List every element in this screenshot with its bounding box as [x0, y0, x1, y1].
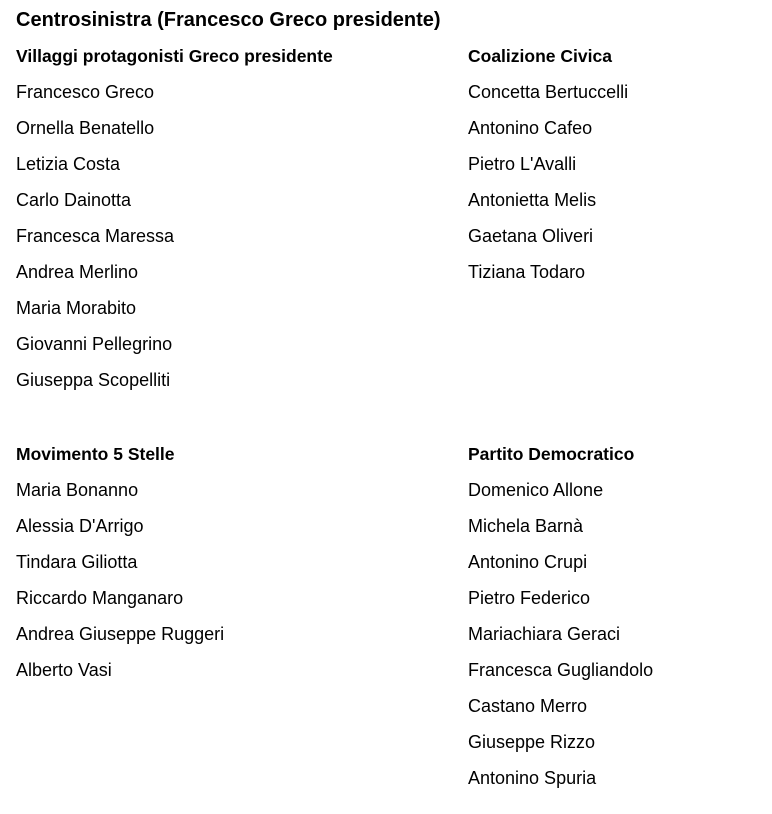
party-list-movimento-5-stelle [16, 436, 456, 688]
candidate-name: Domenico Allone [468, 480, 604, 500]
candidate-name: Giuseppa Scopelliti [16, 370, 171, 390]
candidate-name: Carlo Dainotta [16, 190, 132, 210]
party-heading: Partito Democratico [468, 444, 635, 464]
candidate-name: Alberto Vasi [16, 660, 112, 680]
candidate-name: Riccardo Manganaro [16, 588, 184, 608]
candidate-name: Antonino Spuria [468, 768, 597, 788]
candidate-name: Tindara Giliotta [16, 552, 138, 572]
party-list-coalizione-civica [468, 38, 772, 290]
candidate-name: Concetta Bertuccelli [468, 82, 629, 102]
party-heading: Movimento 5 Stelle [16, 444, 175, 464]
page-title: Centrosinistra (Francesco Greco presidente) [16, 9, 441, 31]
candidate-name: Gaetana Oliveri [468, 226, 594, 246]
party-heading: Villaggi protagonisti Greco presidente [16, 46, 333, 66]
candidate-name: Antonino Crupi [468, 552, 588, 572]
candidate-name: Giovanni Pellegrino [16, 334, 173, 354]
candidate-name: Alessia D'Arrigo [16, 516, 144, 536]
candidate-name: Mariachiara Geraci [468, 624, 621, 644]
candidate-name: Maria Bonanno [16, 480, 139, 500]
candidate-name: Francesca Gugliandolo [468, 660, 654, 680]
candidate-name: Castano Merro [468, 696, 588, 716]
candidate-name: Giuseppe Rizzo [468, 732, 596, 752]
candidate-name: Andrea Merlino [16, 262, 139, 282]
candidate-name: Antonino Cafeo [468, 118, 593, 138]
candidate-name: Pietro Federico [468, 588, 591, 608]
candidate-name: Tiziana Todaro [468, 262, 586, 282]
candidate-name: Letizia Costa [16, 154, 121, 174]
candidate-name: Andrea Giuseppe Ruggeri [16, 624, 225, 644]
party-list-villaggi-protagonisti [16, 38, 456, 398]
candidate-name: Francesco Greco [16, 82, 155, 102]
party-list-partito-democratico [468, 436, 772, 796]
candidate-name: Antonietta Melis [468, 190, 597, 210]
candidate-name: Francesca Maressa [16, 226, 175, 246]
party-heading: Coalizione Civica [468, 46, 612, 66]
candidate-name: Pietro L'Avalli [468, 154, 577, 174]
candidate-name: Michela Barnà [468, 516, 584, 536]
candidate-name: Maria Morabito [16, 298, 137, 318]
candidate-name: Ornella Benatello [16, 118, 155, 138]
